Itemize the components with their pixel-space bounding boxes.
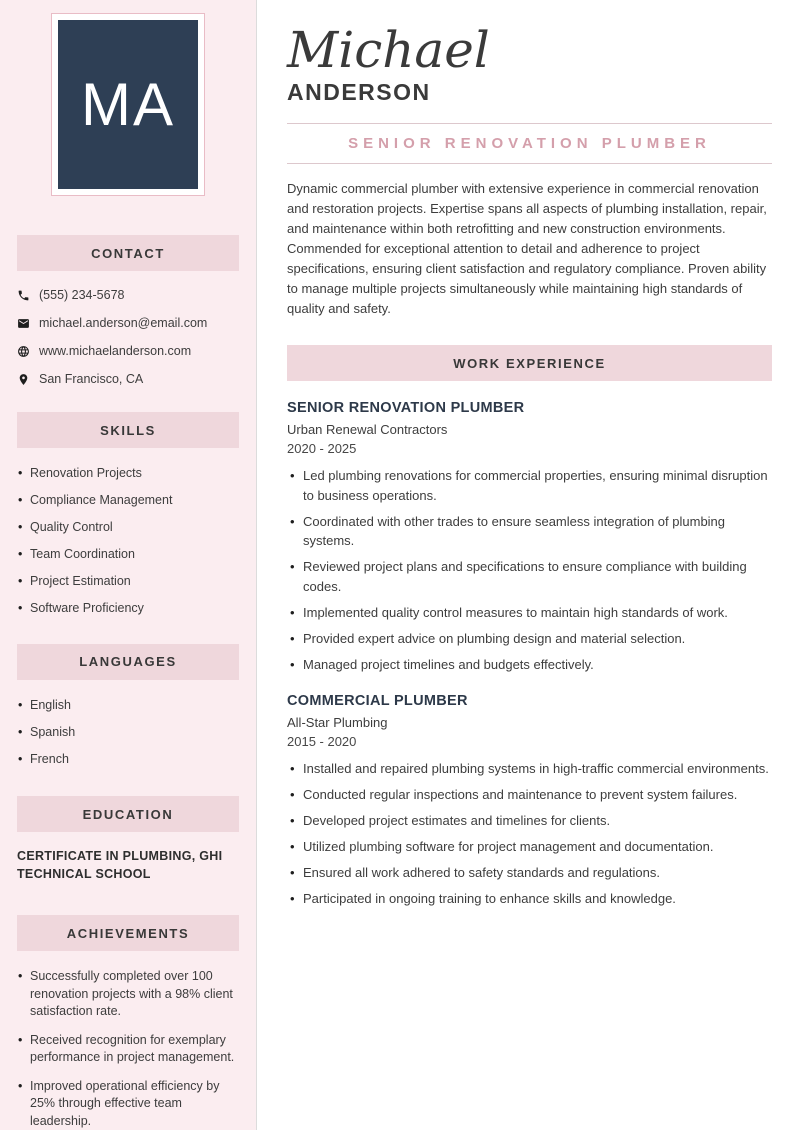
job-bullet: • Utilized plumbing software for project management and documentation. <box>287 837 772 857</box>
title-divider-bottom <box>287 163 772 164</box>
skill-item: • Quality Control <box>17 519 239 537</box>
languages-list <box>17 697 239 769</box>
language-item: • French <box>17 751 239 769</box>
job-title: SENIOR RENOVATION PLUMBER <box>348 134 711 152</box>
first-name: Michael <box>287 21 490 79</box>
achievement-item: • Received recognition for exemplary performance in project management. <box>17 1032 239 1067</box>
achievement-item: • Successfully completed over 100 renovation projects with a 98% client satisfaction rate. <box>17 968 239 1021</box>
sidebar <box>0 0 257 1130</box>
language-item: • Spanish <box>17 724 239 742</box>
job-bullet: • Conducted regular inspections and maintenance to prevent system failures. <box>287 785 772 805</box>
contact-email-text: michael.anderson@email.com <box>39 316 208 330</box>
monogram-initials: MA <box>81 71 175 138</box>
monogram <box>58 20 198 189</box>
contact-phone-text: (555) 234-5678 <box>39 288 125 302</box>
main-content <box>257 0 800 1130</box>
email-icon <box>17 317 30 330</box>
contact-section-header: CONTACT <box>17 235 239 271</box>
job-bullet: • Led plumbing renovations for commercial properties, ensuring minimal disruption to business operations. <box>287 466 772 505</box>
job-bullet-list <box>287 466 772 674</box>
languages-section-header: LANGUAGES <box>17 644 239 680</box>
job-bullet: • Reviewed project plans and specifications to ensure compliance with building codes. <box>287 557 772 596</box>
contact-location-text: San Francisco, CA <box>39 372 144 386</box>
skill-item: • Software Proficiency <box>17 600 239 618</box>
job-bullet: • Developed project estimates and timelines for clients. <box>287 811 772 831</box>
last-name: ANDERSON <box>287 78 431 105</box>
professional-summary: Dynamic commercial plumber with extensive experience in commercial renovation and restoration projects. Expertise spans all aspects of plumbing installation, repair, and maintenance within both retrofitting and new construction environments. Commended for exceptional attention to detail and adherence to project specifications, ensuring client satisfaction and regulatory compliance. Proven ability to manage multiple projects simultaneously while maintaining high standards of quality and safety. <box>287 180 767 317</box>
work-experience-header: WORK EXPERIENCE <box>287 345 772 381</box>
contact-website-text: www.michaelanderson.com <box>39 344 192 358</box>
job-bullet: • Installed and repaired plumbing systems in high-traffic commercial environments. <box>287 759 772 779</box>
contact-item-phone <box>17 288 239 302</box>
achievement-item: • Improved operational efficiency by 25% through effective team leadership. <box>17 1078 239 1130</box>
skills-list <box>17 465 239 618</box>
contact-item-location <box>17 372 239 386</box>
contact-item-website <box>17 344 239 358</box>
job-company: All-Star Plumbing <box>287 715 388 731</box>
job-bullet-list <box>287 759 772 909</box>
job-bullet: • Coordinated with other trades to ensure seamless integration of plumbing systems. <box>287 512 772 551</box>
job-bullet: • Participated in ongoing training to enhance skills and knowledge. <box>287 889 772 909</box>
skill-item: • Team Coordination <box>17 546 239 564</box>
job-entry <box>287 693 772 909</box>
skills-section-header: SKILLS <box>17 412 239 448</box>
job-role: SENIOR RENOVATION PLUMBER <box>287 400 525 417</box>
job-bullet: • Implemented quality control measures to maintain high standards of work. <box>287 603 772 623</box>
job-bullet: • Managed project timelines and budgets effectively. <box>287 655 772 675</box>
education-text: CERTIFICATE IN PLUMBING, GHI TECHNICAL SCHOOL <box>17 849 223 882</box>
job-dates: 2020 - 2025 <box>287 441 357 457</box>
job-bullet: • Provided expert advice on plumbing design and material selection. <box>287 629 772 649</box>
achievements-list <box>17 968 239 1130</box>
skill-item: • Compliance Management <box>17 492 239 510</box>
education-section-header: EDUCATION <box>17 796 239 832</box>
achievements-section-header: ACHIEVEMENTS <box>17 915 239 951</box>
phone-icon <box>17 289 30 302</box>
job-bullet: • Ensured all work adhered to safety standards and regulations. <box>287 863 772 883</box>
skill-item: • Project Estimation <box>17 573 239 591</box>
job-company: Urban Renewal Contractors <box>287 422 448 438</box>
job-entry <box>287 400 772 674</box>
job-role: COMMERCIAL PLUMBER <box>287 693 468 710</box>
language-item: • English <box>17 697 239 715</box>
location-icon <box>17 373 30 386</box>
globe-icon <box>17 345 30 358</box>
contact-list <box>17 288 239 386</box>
contact-item-email <box>17 316 239 330</box>
monogram-frame <box>51 13 205 196</box>
job-dates: 2015 - 2020 <box>287 734 357 750</box>
skill-item: • Renovation Projects <box>17 465 239 483</box>
